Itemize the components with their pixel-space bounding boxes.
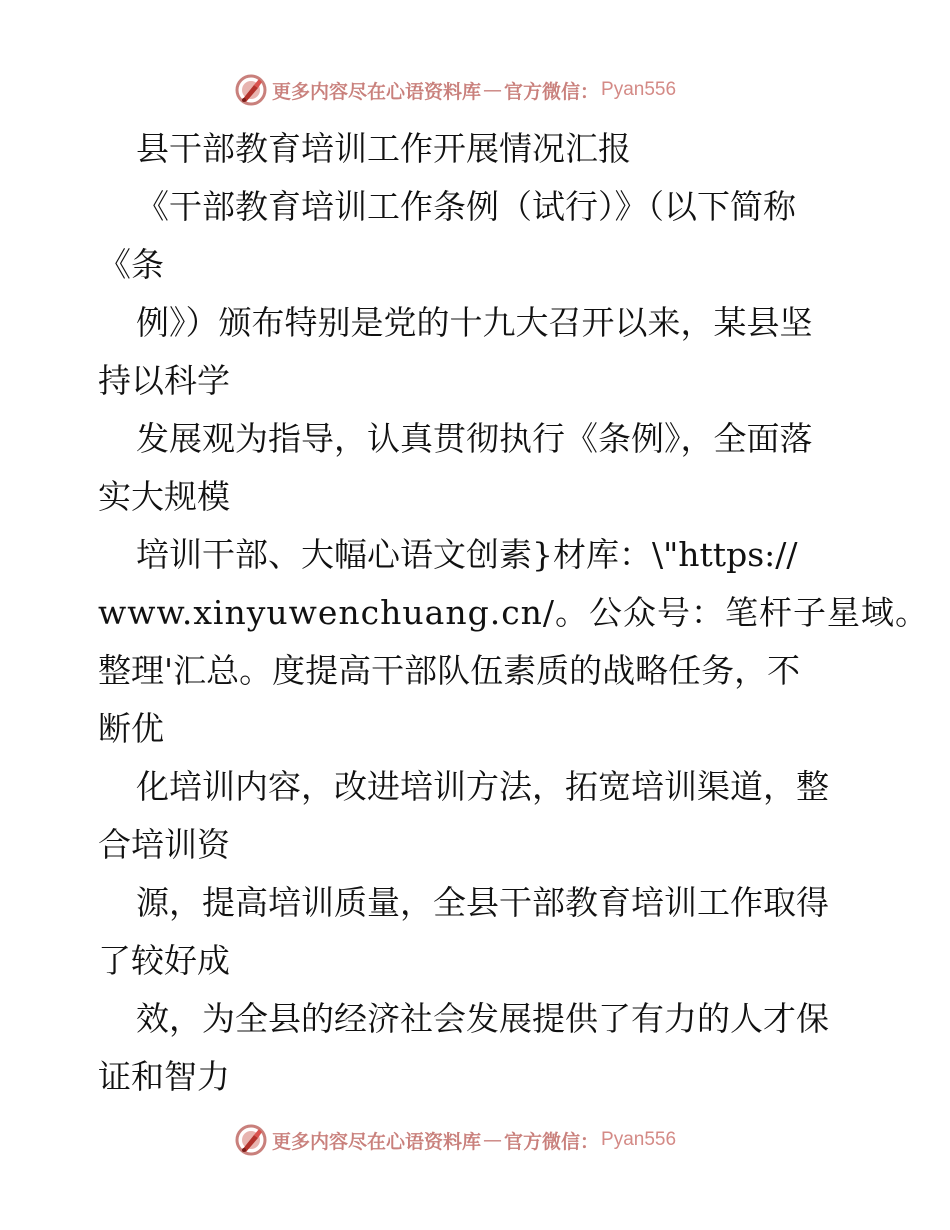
document-title: 县干部教育培训工作开展情况汇报 [136, 129, 631, 168]
body-line: 效，为全县的经济社会发展提供了有力的人才保 [136, 999, 829, 1038]
body-line: www.xinyuwenchuang.cn/。公众号：笔杆子星域。 [98, 593, 930, 632]
body-line: 持以科学 [98, 361, 230, 400]
footer-wechat-label: 官方微信： [504, 1130, 600, 1153]
body-line: 合培训资 [98, 825, 230, 864]
document-body [98, 120, 930, 1106]
footer-banner-dash: — [483, 1129, 503, 1151]
body-line: 《干部教育培训工作条例（试行）》（以下简称 [136, 187, 796, 226]
body-line: 了较好成 [98, 941, 230, 980]
pen-logo-icon [234, 73, 268, 107]
body-line: 实大规模 [98, 477, 230, 516]
body-line: 证和智力 [98, 1057, 230, 1096]
body-line: 化培训内容，改进培训方法，拓宽培训渠道，整 [136, 767, 829, 806]
body-line: 《条 [98, 245, 164, 284]
footer-wechat-id: Pyan556 [601, 1129, 677, 1150]
body-line: 断优 [98, 709, 164, 748]
footer-banner [234, 1122, 714, 1158]
header-wechat-id: Pyan556 [601, 79, 677, 100]
body-line: 发展观为指导，认真贯彻执行《条例》，全面落 [136, 419, 813, 458]
header-banner [234, 72, 714, 108]
header-banner-dash: — [483, 79, 503, 101]
header-banner-text: 更多内容尽在心语资料库 [272, 80, 482, 103]
body-line: 源，提高培训质量，全县干部教育培训工作取得 [136, 883, 829, 922]
footer-banner-text: 更多内容尽在心语资料库 [272, 1130, 482, 1153]
body-line: 例》）颁布特别是党的十九大召开以来，某县坚 [136, 303, 813, 342]
body-line: 培训干部、大幅心语文创素}材库：\"https:// [136, 535, 798, 574]
body-line: 整理'汇总。度提高干部队伍素质的战略任务，不 [98, 651, 801, 690]
header-wechat-label: 官方微信： [504, 80, 600, 103]
pen-logo-icon [234, 1123, 268, 1157]
